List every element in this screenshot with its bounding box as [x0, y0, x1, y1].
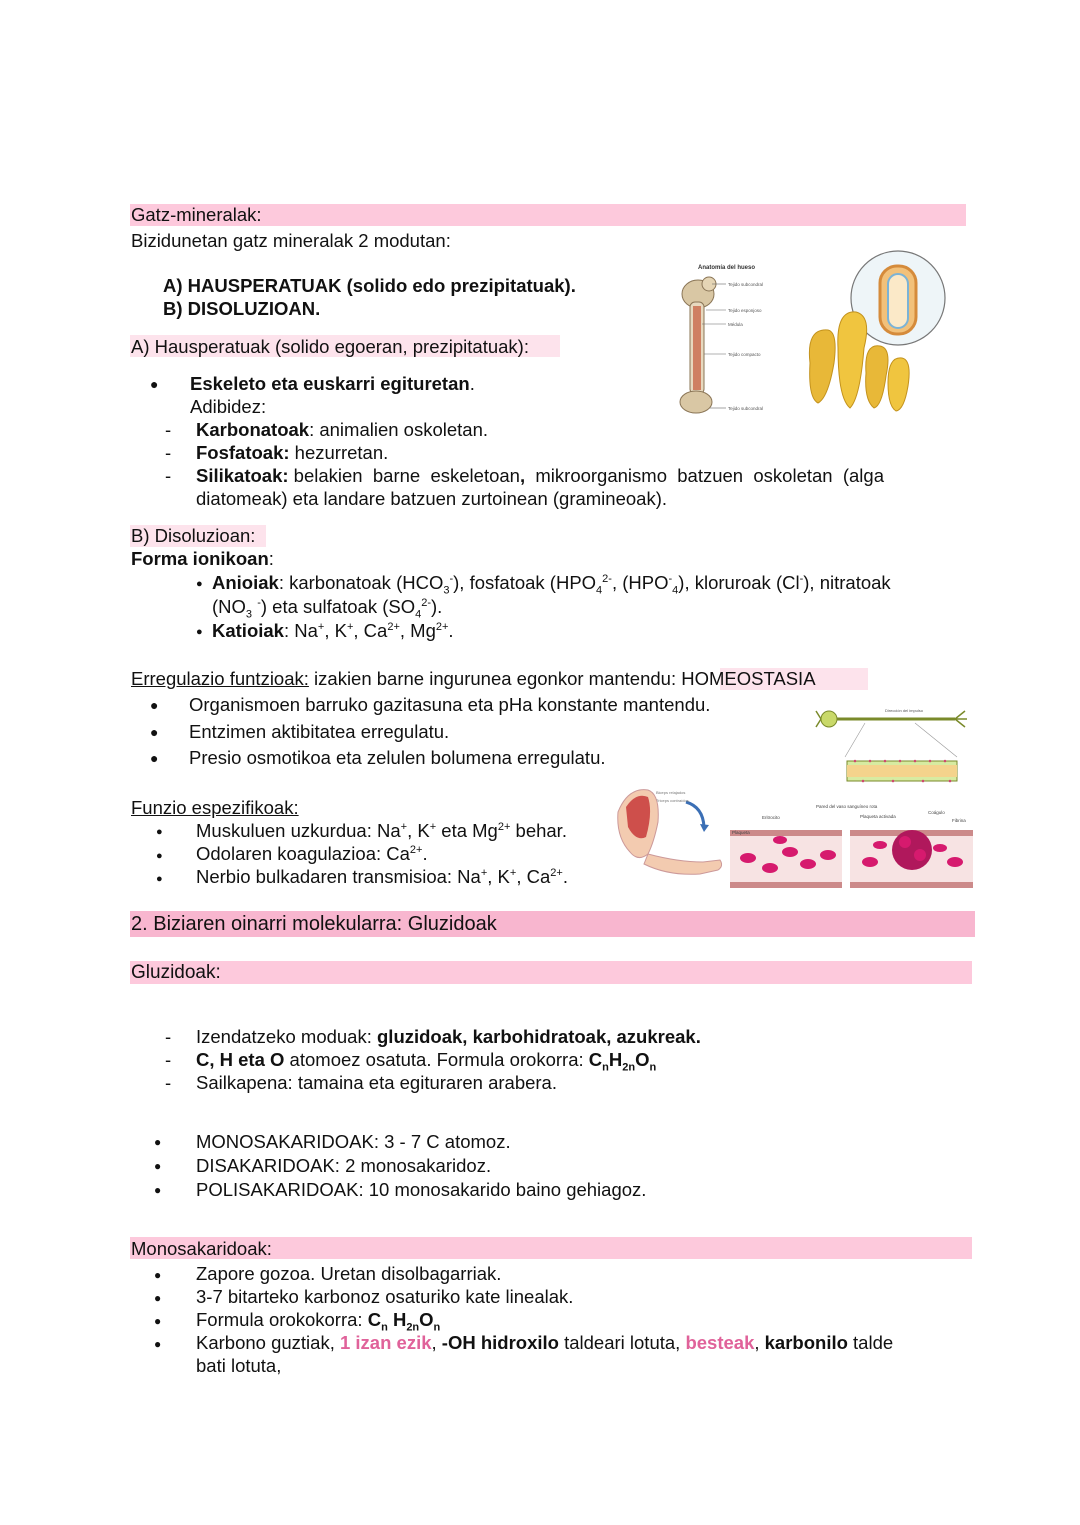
list-item: Izendatzeko moduak: gluzidoak, karbohidratoak, azukreak.: [196, 1026, 701, 1047]
bullet: ●: [154, 1314, 162, 1328]
list-item: Fosfatoak: hezurretan.: [196, 442, 389, 463]
bullet: ●: [150, 750, 159, 766]
example-label: Adibidez:: [190, 396, 267, 417]
list-item: Organismoen barruko gazitasuna eta pHa konstante mantendu.: [189, 694, 711, 715]
list-item: MONOSAKARIDOAK: 3 - 7 C atomoz.: [196, 1131, 511, 1152]
bullet: ●: [150, 376, 159, 392]
blood-clotting-figure: [730, 800, 973, 890]
list-item-continued: bati lotuta,: [196, 1355, 282, 1376]
figure-label: Tejido esponjoso: [728, 308, 762, 313]
dash: -: [165, 1072, 172, 1093]
figure-label: Fibrina: [952, 818, 966, 823]
bullet: ●: [154, 1159, 162, 1173]
figure-label: Dirección del impulso: [885, 708, 924, 713]
dash: -: [165, 442, 172, 463]
list-item: POLISAKARIDOAK: 10 monosakarido baino gehiagoz.: [196, 1179, 647, 1200]
list-item: Odolaren koagulazioa: $Ca^{2+}$.: [196, 843, 428, 864]
figure-label: Eritrocito: [762, 815, 780, 820]
figure-label: Tejido subcondral: [728, 282, 764, 287]
figure-label: Médula: [728, 322, 743, 327]
bullet: ●: [156, 826, 163, 838]
list-item-continued: ($NO_3$ -) eta sulfatoak $(SO_4^{2-})$.: [212, 596, 443, 621]
figure-label: Plaqueta: [732, 830, 750, 835]
list-item: Presio osmotikoa eta zelulen bolumena erregulatu.: [189, 747, 606, 768]
figure-label: Pared del vaso sanguíneo rota: [816, 804, 878, 809]
section-heading: Monosakaridoak:: [131, 1238, 272, 1259]
dash: -: [165, 1049, 172, 1070]
section-heading: Gluzidoak:: [131, 962, 221, 983]
figure-label: Tejido compacto: [728, 352, 761, 357]
list-heading: Forma ionikoan:: [131, 548, 274, 569]
paragraph: Erregulazio funtzioak: izakien barne ingurunea egonkor mantendu: HOMEOSTASIA: [131, 668, 816, 689]
paragraph-label: Funzio espezifikoak:: [131, 797, 299, 818]
arm-muscle-figure: [608, 782, 726, 882]
bullet: ●: [156, 873, 163, 885]
subheading: B) Disoluzioan:: [131, 525, 256, 546]
bullet: ●: [196, 626, 203, 638]
figure-label: Plaqueta activada: [860, 814, 896, 819]
list-item: DISAKARIDOAK: 2 monosakaridoz.: [196, 1155, 492, 1176]
bullet: ●: [150, 724, 159, 740]
list-item: Karbonatoak: animalien oskoletan.: [196, 419, 489, 440]
list-item: Karbono guztiak, 1 izan ezik, -OH hidroxilo taldeari lotuta, besteak, karbonilo talde: [196, 1332, 894, 1353]
list-item-continued: diatomeak) eta landare batzuen zurtoinean (gramineoak).: [196, 488, 668, 509]
dash: -: [165, 465, 172, 486]
list-item: Eskeleto eta euskarri egituretan.: [190, 373, 475, 394]
list-item: Anioiak: karbonatoak $(HCO_3^-)$, fosfatoak ($HPO_4^{2-}$, $(HPO^-_4)$, kloruroak (Cl-), nitratoak: [212, 572, 891, 597]
bullet: ●: [154, 1135, 162, 1149]
list-item: Formula orokokorra: $C_n$ $H_{2n}O_n$: [196, 1309, 441, 1334]
bullet: ●: [196, 578, 203, 590]
bullet: ●: [154, 1268, 162, 1282]
dash: -: [165, 1026, 172, 1047]
intro-text: Bizidunetan gatz mineralak 2 modutan:: [131, 230, 451, 251]
list-item: C, H eta O atomoez osatuta. Formula orokorra: $C_nH_{2n}O_n$: [196, 1049, 657, 1074]
list-item: Entzimen aktibitatea erregulatu.: [189, 721, 450, 742]
sponge-figure: [798, 248, 953, 418]
figure-label: Coágulo: [928, 810, 945, 815]
list-item: 3-7 bitarteko karbonoz osaturiko kate linealak.: [196, 1286, 574, 1307]
section-title: 2. Biziaren oinarri molekularra: Gluzidoak: [131, 913, 497, 935]
subheading: A) Hausperatuak (solido egoeran, prezipitatuak):: [131, 336, 529, 357]
heading-band: [130, 961, 972, 984]
list-item: Katioiak: Na+, K+, $Ca^{2+}$, $Mg^{2+}$.: [212, 620, 454, 641]
figure-label: Biceps relajados: [656, 790, 686, 795]
bullet: ●: [154, 1183, 162, 1197]
list-item: Sailkapena: tamaina eta egituraren arabera.: [196, 1072, 557, 1093]
list-item: Muskuluen uzkurdua: Na+, K+ eta $Mg^{2+}$ behar.: [196, 820, 567, 841]
bullet: ●: [154, 1337, 162, 1351]
figure-title: Anatomía del hueso: [698, 265, 756, 271]
bullet: ●: [154, 1291, 162, 1305]
bullet: ●: [156, 850, 163, 862]
list-item: B) DISOLUZIOAN.: [163, 298, 321, 319]
bullet: ●: [150, 697, 159, 713]
dash: -: [165, 419, 172, 440]
bone-anatomy-figure: [676, 258, 791, 418]
list-item: A) HAUSPERATUAK (solido edo prezipitatuak).: [163, 275, 576, 296]
neuron-figure: [815, 703, 973, 793]
list-item: Nerbio bulkadaren transmisioa: Na+, K+, $Ca^{2+}$.: [196, 866, 568, 887]
list-item: Zapore gozoa. Uretan disolbagarriak.: [196, 1263, 502, 1284]
section-heading: Gatz-mineralak:: [131, 204, 262, 225]
figure-label: Tejido subcondral: [728, 406, 764, 411]
figure-label: Triceps contraídos: [656, 798, 689, 803]
list-item: Silikatoak: belakien barne eskeletoan, mikroorganismo batzuen oskoletan (alga: [196, 465, 884, 486]
